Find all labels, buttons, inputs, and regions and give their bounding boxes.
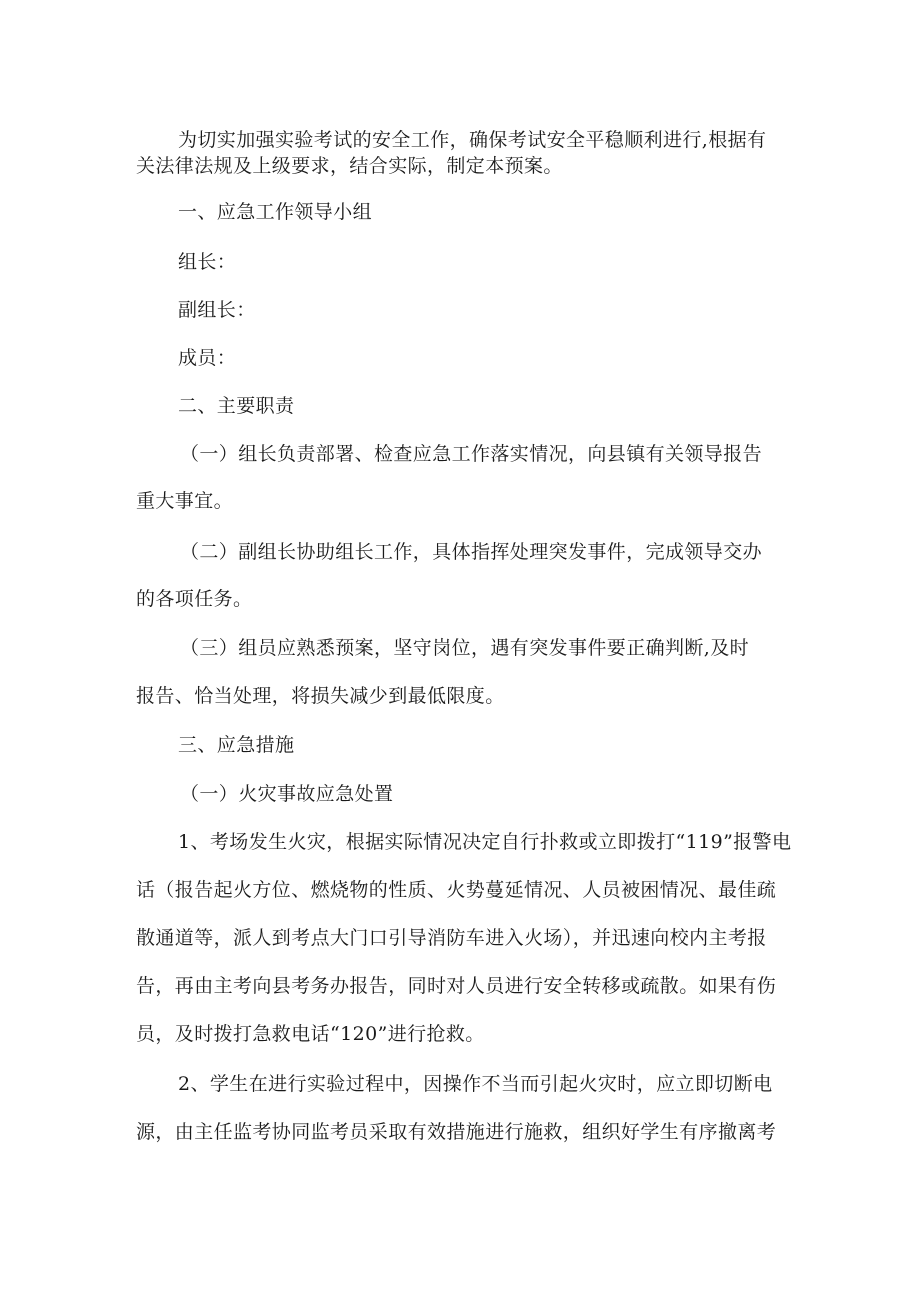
section1-heading: 一、应急工作领导小组 (178, 201, 373, 223)
fire-item1-line-4: 告，再由主考向县考务办报告，同时对人员进行安全转移或疏散。如果有伤 (136, 975, 777, 997)
duty2-line-2: 的各项任务。 (136, 588, 253, 610)
fire-item2-line-2: 源，由主任监考协同监考员采取有效措施进行施救，组织好学生有序撤离考 (136, 1121, 777, 1143)
duty2-line-1: （二）副组长协助组长工作，具体指挥处理突发事件，完成领导交办 (180, 541, 763, 563)
fire-item2-line-1: 2、学生在进行实验过程中，因操作不当而引起火灾时，应立即切断电 (178, 1073, 773, 1095)
fire-item1-line-3: 散通道等，派人到考点大门口引导消防车进入火场），并迅速向校内主考报 (136, 927, 767, 949)
fire-item1-line-1: 1、考场发生火灾，根据实际情况决定自行扑救或立即拨打“119”报警电 (178, 831, 792, 853)
fire-subheading: （一）火灾事故应急处置 (180, 783, 394, 805)
intro-line-1: 为切实加强实验考试的安全工作，确保考试安全平稳顺利进行,根据有 (178, 129, 767, 151)
section3-heading: 三、应急措施 (178, 734, 295, 756)
fire-item1-line-2: 话（报告起火方位、燃烧物的性质、火势蔓延情况、人员被困情况、最佳疏 (136, 879, 777, 901)
deputy-leader-label: 副组长： (178, 299, 256, 321)
leader-label: 组长： (178, 251, 237, 273)
members-label: 成员： (178, 347, 237, 369)
duty1-line-2: 重大事宜。 (136, 490, 234, 512)
section2-heading: 二、主要职责 (178, 395, 295, 417)
intro-line-2: 关法律法规及上级要求，结合实际，制定本预案。 (136, 155, 563, 177)
duty3-line-1: （三）组员应熟悉预案，坚守岗位，遇有突发事件要正确判断,及时 (180, 637, 750, 659)
fire-item1-line-5: 员，及时拨打急救电话“120”进行抢救。 (136, 1023, 485, 1045)
duty3-line-2: 报告、恰当处理，将损失减少到最低限度。 (136, 685, 505, 707)
duty1-line-1: （一）组长负责部署、检查应急工作落实情况，向县镇有关领导报告 (180, 443, 763, 465)
